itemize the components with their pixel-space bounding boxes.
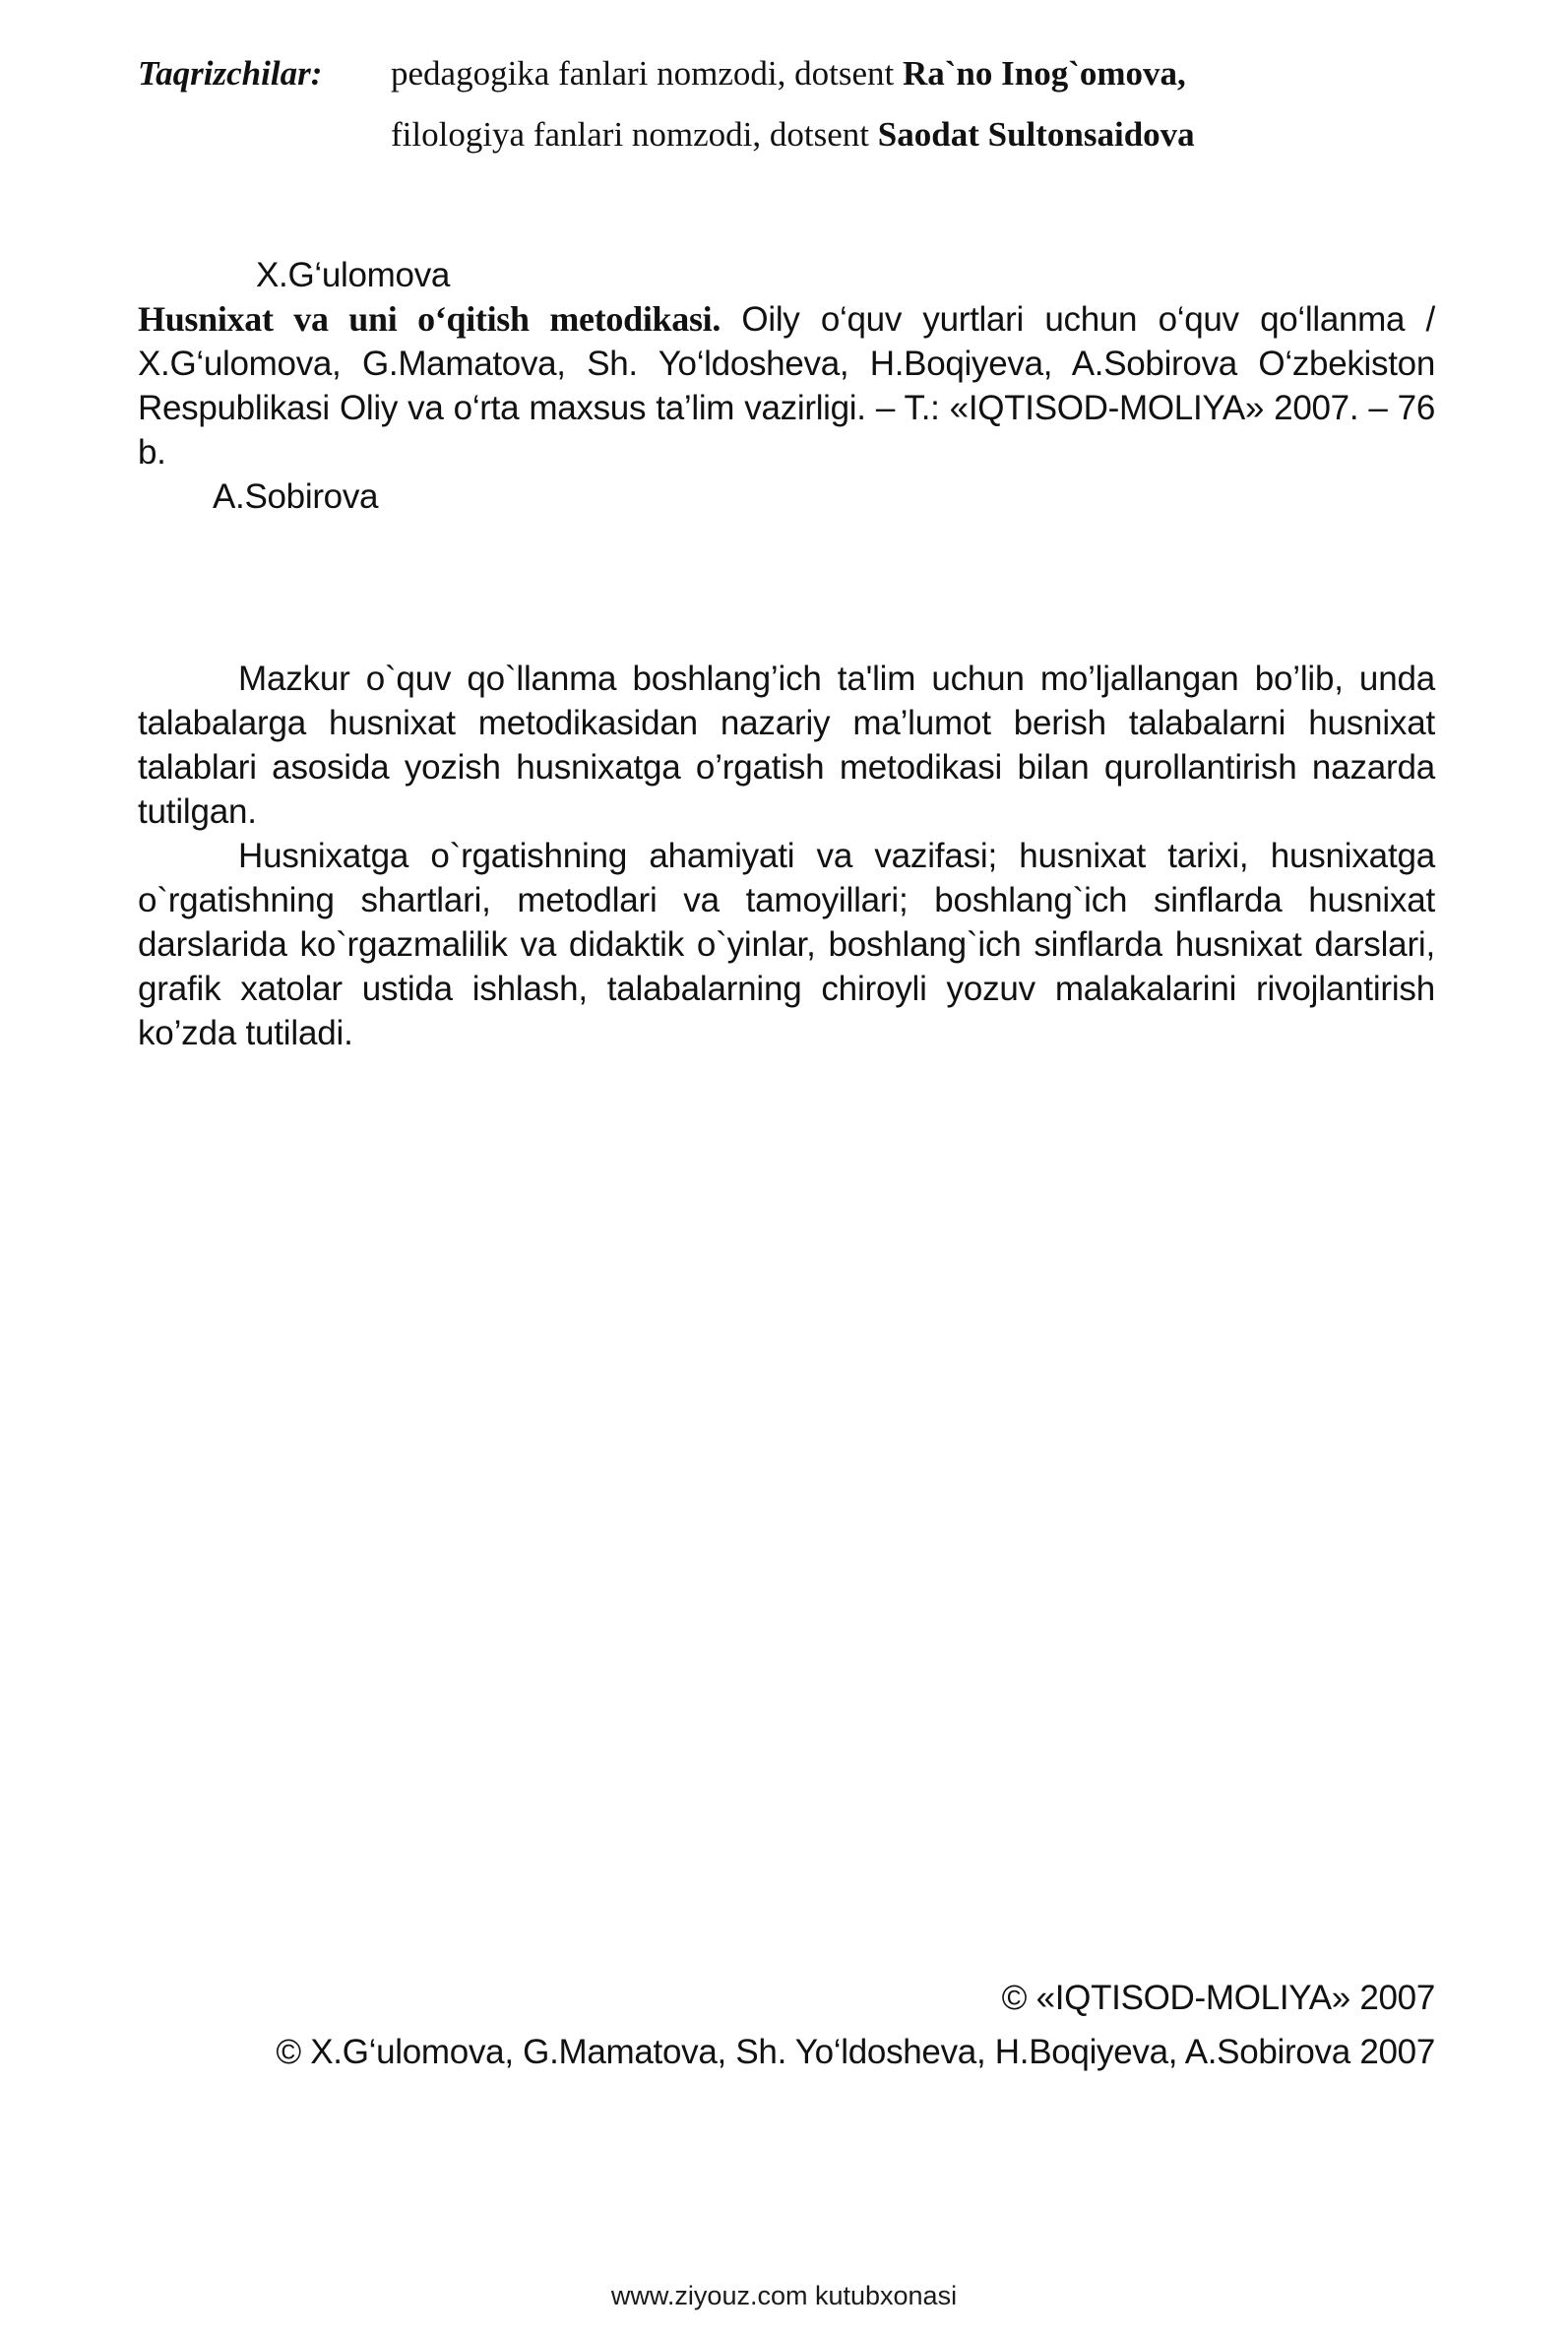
reviewer-2-name: Saodat Sultonsaidova [877,115,1195,154]
reviewers-label: Taqrizchilar: [138,54,323,93]
annotation-block [138,657,1435,1055]
catalog-description-text: Oily o‘quv yurtlari uchun o‘quv qo‘llanma / X.G‘ulomova, G.Mamatova, Sh. Yo‘ldosheva, H.Boqiyeva, A.Sobirova O‘zbekiston Respublikasi Oliy va o‘rta maxsus ta’lim vazirligi. – T.: «IQTISOD-MOLIYA» 2007. – 76 b. [138,300,1435,472]
book-title: Husnixat va uni o‘qitish metodikasi. [138,299,721,339]
reviewer-1-name: Ra`no Inog`omova, [903,54,1186,93]
catalog-author: X.G‘ulomova [256,256,451,294]
reviewer-2-title: filologiya fanlari nomzodi, dotsent [391,115,878,154]
copyright-publisher: © «IQTISOD-MOLIYA» 2007 [1001,1979,1435,2017]
reviewer-line-2 [391,104,1195,165]
copyright-authors: © X.G‘ulomova, G.Mamatova, Sh. Yo‘ldosheva, H.Boqiyeva, A.Sobirova 2007 [276,2033,1435,2071]
reviewer-1-title: pedagogika fanlari nomzodi, dotsent [391,54,903,93]
footer-watermark: www.ziyouz.com kutubxonasi [610,2281,958,2310]
catalog-record [138,253,1435,519]
catalog-description [138,297,1435,474]
annotation-paragraph-1: Mazkur o`quv qo`llanma boshlang’ich ta'lim uchun mo’ljallangan bo’lib, unda talabalarga husnixat metodikasidan nazariy ma’lumot berish talabalarni husnixat talablari asosida yozish husnixatga o’rgatish metodikasi bilan qurollantirish nazarda tutilgan. [138,660,1435,831]
reviewer-line-1 [391,43,1186,104]
annotation-paragraph-2: Husnixatga o`rgatishning ahamiyati va vazifasi; husnixat tarixi, husnixatga o`rgatishning shartlari, metodlari va tamoyillari; boshlang`ich sinflarda husnixat darslarida ko`rgazmalilik va didaktik o`yinlar, boshlang`ich sinflarda husnixat darslari, grafik xatolar ustida ishlash, talabalarning chiroyli yozuv malakalarini rivojlantirish ko’zda tutiladi. [138,837,1435,1052]
catalog-author-secondary: A.Sobirova [213,477,379,516]
copyright-block [156,1971,1435,2079]
